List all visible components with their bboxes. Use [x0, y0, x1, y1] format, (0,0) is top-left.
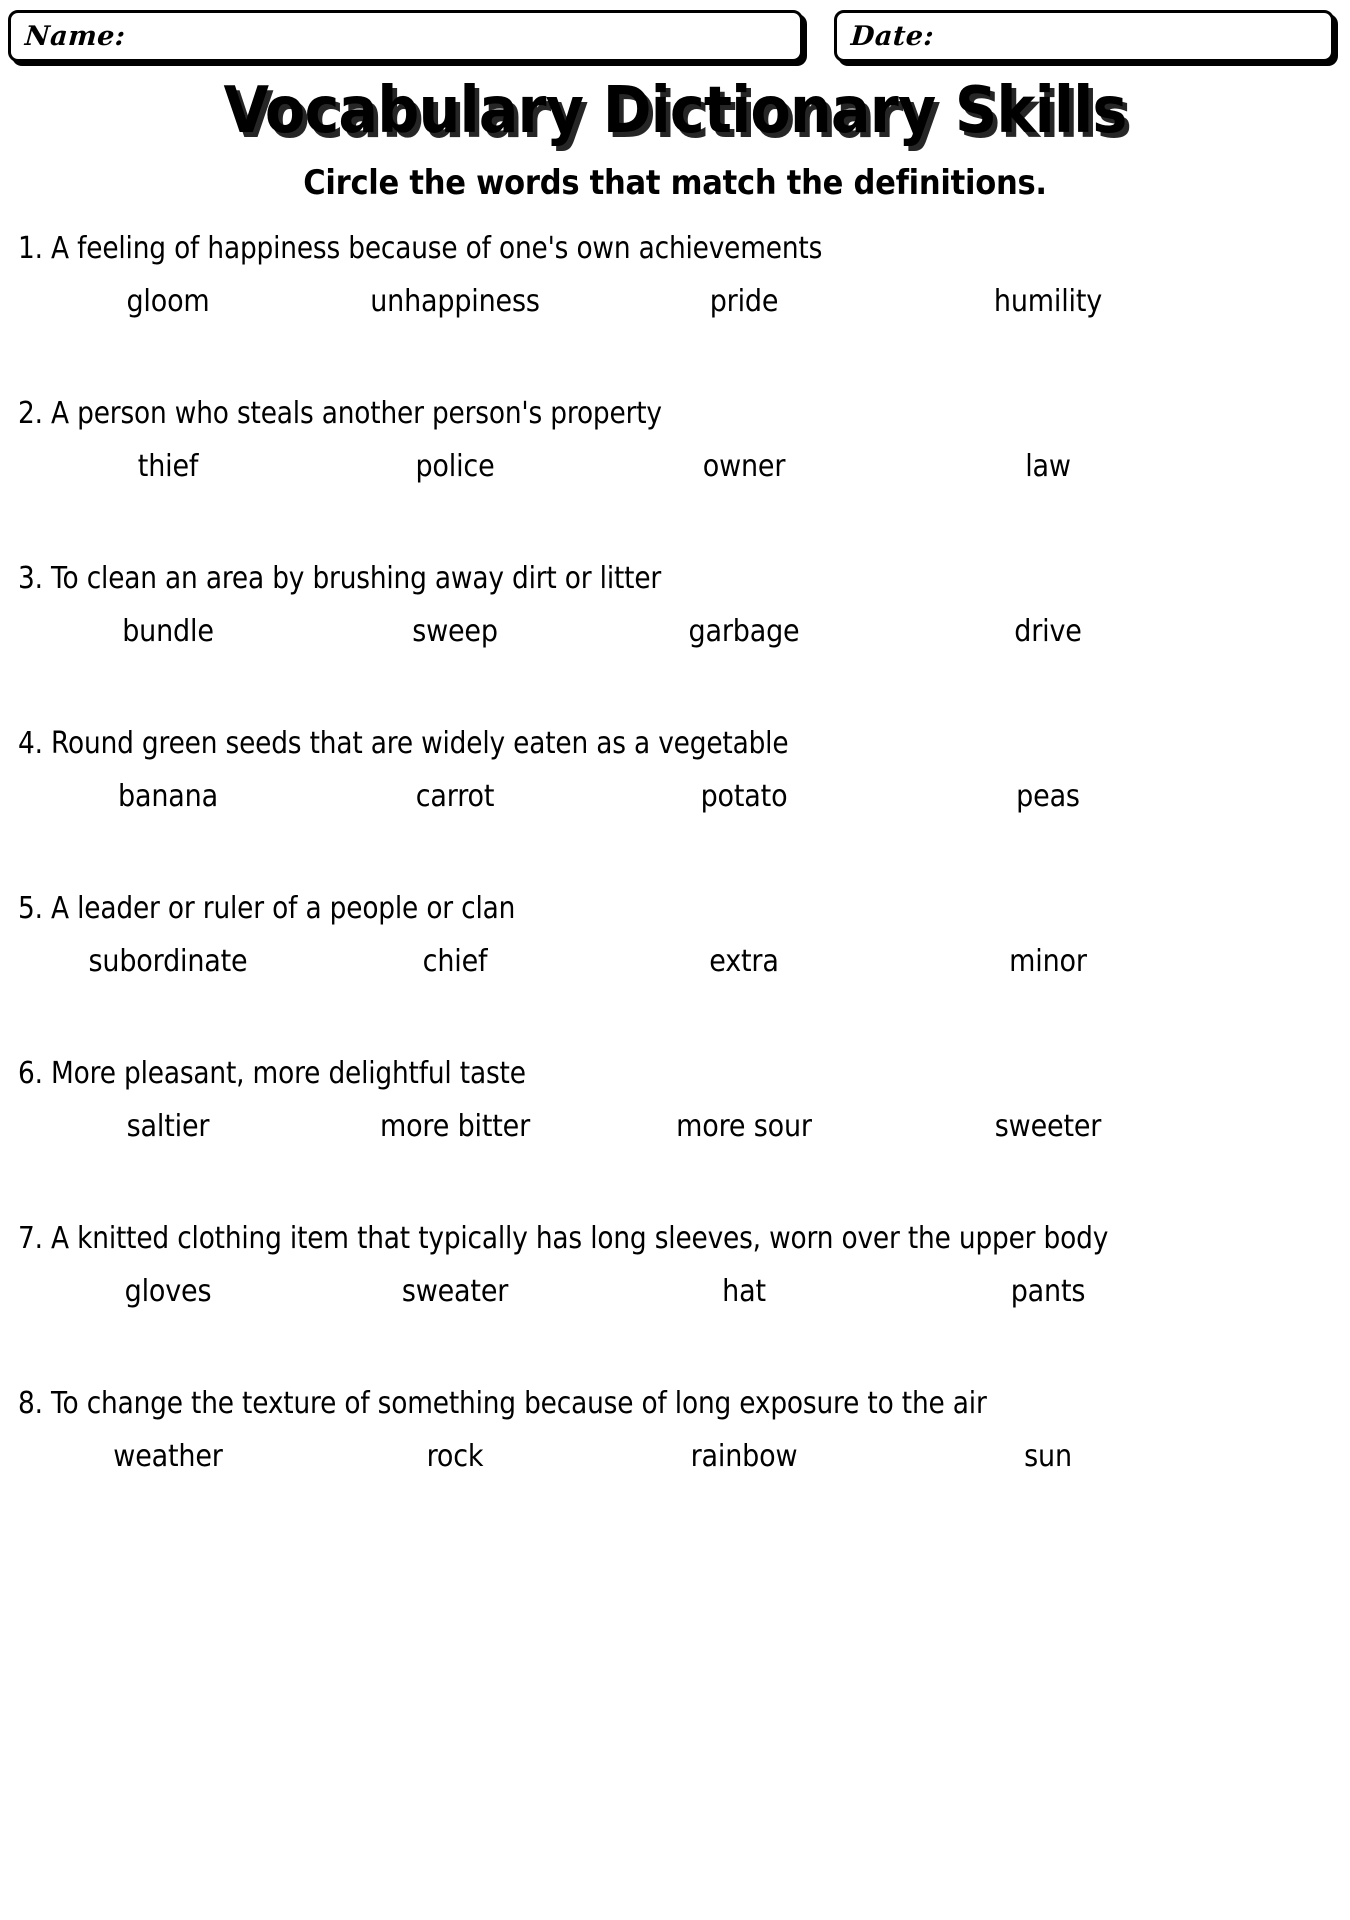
answer-option[interactable]: extra: [709, 944, 779, 979]
question-item: [0, 397, 1350, 562]
question-prompt: 8. To change the texture of something because of long exposure to the air: [18, 1386, 987, 1421]
question-item: [0, 232, 1350, 397]
question-prompt: 5. A leader or ruler of a people or clan: [18, 891, 516, 926]
answer-option[interactable]: garbage: [688, 614, 800, 649]
answer-option[interactable]: unhappiness: [370, 284, 540, 319]
answer-option[interactable]: chief: [422, 944, 488, 979]
question-item: [0, 892, 1350, 1057]
instructions-text: Circle the words that match the definitions.: [303, 163, 1047, 203]
question-prompt: 4. Round green seeds that are widely eaten as a vegetable: [18, 726, 789, 761]
question-prompt: 6. More pleasant, more delightful taste: [18, 1056, 526, 1091]
question-item: [0, 1057, 1350, 1222]
answer-options: [0, 779, 1350, 835]
answer-options: [0, 1109, 1350, 1165]
questions-list: [0, 232, 1350, 1552]
answer-option[interactable]: hat: [722, 1274, 766, 1309]
question-prompt: 7. A knitted clothing item that typically has long sleeves, worn over the upper body: [18, 1221, 1109, 1256]
answer-option[interactable]: weather: [113, 1439, 223, 1474]
answer-option[interactable]: sweeter: [994, 1109, 1102, 1144]
question-prompt: 3. To clean an area by brushing away dirt or litter: [18, 561, 662, 596]
answer-option[interactable]: more bitter: [379, 1109, 531, 1144]
student-info-row: [8, 10, 1342, 72]
answer-option[interactable]: peas: [1016, 779, 1080, 814]
answer-option[interactable]: gloom: [126, 284, 210, 319]
answer-option[interactable]: humility: [993, 284, 1103, 319]
answer-option[interactable]: drive: [1014, 614, 1082, 649]
answer-option[interactable]: owner: [702, 449, 786, 484]
question-item: [0, 562, 1350, 727]
question-prompt: 1. A feeling of happiness because of one's own achievements: [18, 231, 823, 266]
answer-option[interactable]: subordinate: [88, 944, 248, 979]
answer-options: [0, 614, 1350, 670]
answer-option[interactable]: sweater: [401, 1274, 509, 1309]
answer-option[interactable]: law: [1025, 449, 1071, 484]
answer-options: [0, 944, 1350, 1000]
answer-option[interactable]: pride: [709, 284, 779, 319]
question-item: [0, 1222, 1350, 1387]
answer-option[interactable]: more sour: [676, 1109, 812, 1144]
date-label: Date:: [849, 20, 936, 52]
question-item: [0, 1387, 1350, 1552]
answer-options: [0, 1274, 1350, 1330]
answer-option[interactable]: gloves: [124, 1274, 212, 1309]
question-prompt: 2. A person who steals another person's property: [18, 396, 662, 431]
answer-option[interactable]: rock: [426, 1439, 484, 1474]
answer-option[interactable]: saltier: [126, 1109, 210, 1144]
answer-options: [0, 1439, 1350, 1495]
name-field-box[interactable]: [8, 10, 803, 62]
answer-options: [0, 284, 1350, 340]
answer-option[interactable]: pants: [1010, 1274, 1086, 1309]
answer-option[interactable]: minor: [1009, 944, 1087, 979]
answer-option[interactable]: police: [415, 449, 495, 484]
answer-option[interactable]: banana: [118, 779, 218, 814]
answer-option[interactable]: sweep: [412, 614, 498, 649]
name-label: Name:: [23, 20, 127, 52]
answer-option[interactable]: rainbow: [690, 1439, 798, 1474]
question-item: [0, 727, 1350, 892]
answer-option[interactable]: carrot: [415, 779, 495, 814]
date-field-box[interactable]: [834, 10, 1334, 62]
answer-option[interactable]: potato: [700, 779, 788, 814]
answer-option[interactable]: thief: [137, 449, 199, 484]
answer-options: [0, 449, 1350, 505]
page-title: Vocabulary Dictionary Skills: [223, 74, 1127, 148]
answer-option[interactable]: sun: [1024, 1439, 1072, 1474]
answer-option[interactable]: bundle: [122, 614, 214, 649]
